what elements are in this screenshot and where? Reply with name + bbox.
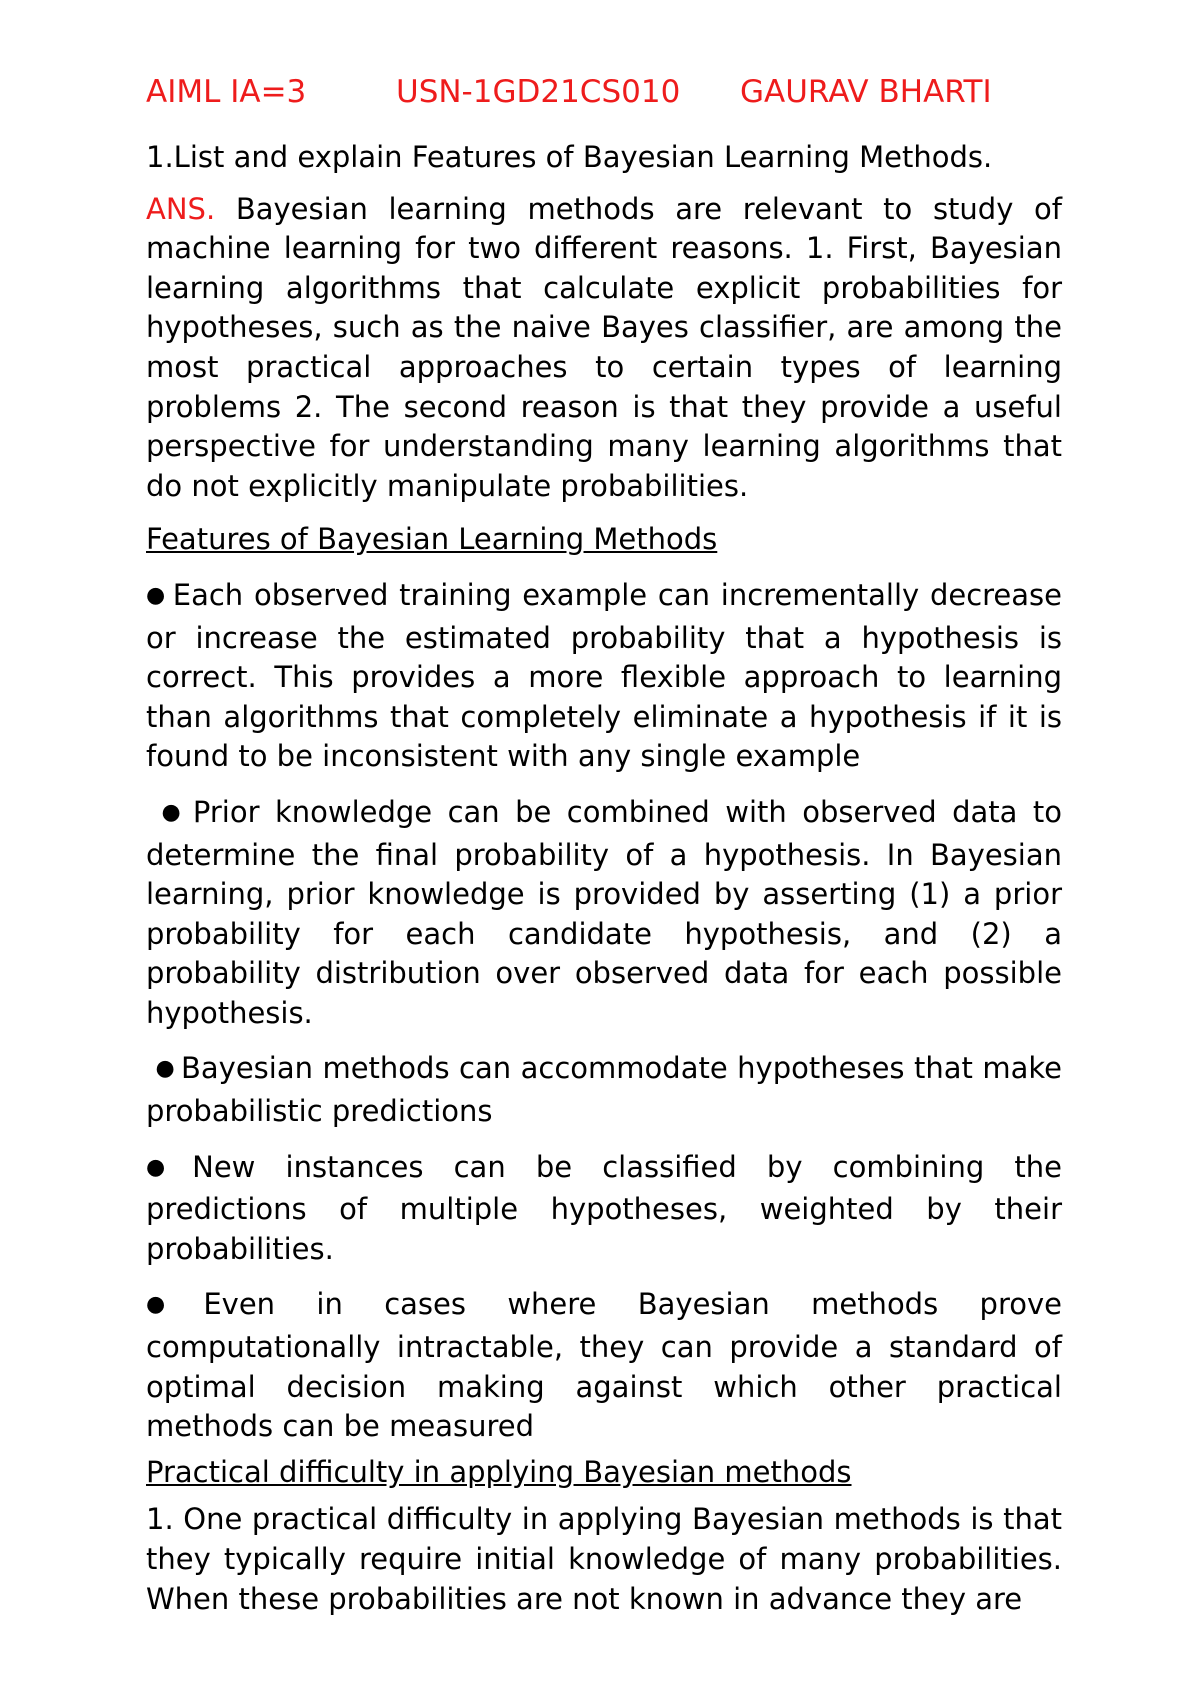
feature-item-text: Prior knowledge can be combined with observed data to determine the final probability of a hypothesis. In Bayesian learning, prior knowledge is provided by asserting (1) a prior probability for each candidate hypothesis, and (2) a probability distribution over observed data for each possible hypothesis.	[146, 794, 1062, 1030]
feature-item-2	[146, 793, 1062, 1034]
bullet-icon: ●	[146, 1154, 187, 1180]
bullet-icon: ●	[146, 1292, 198, 1318]
feature-item-4	[146, 1148, 1062, 1270]
document-header	[146, 70, 1062, 114]
difficulty-heading: Practical difficulty in applying Bayesian methods	[146, 1454, 852, 1489]
question-text: 1.List and explain Features of Bayesian Learning Methods.	[146, 140, 993, 174]
document-page	[146, 70, 1062, 1633]
answer-paragraph	[146, 190, 1062, 507]
answer-text: Bayesian learning methods are relevant to study of machine learning for two different reasons. 1. First, Bayesian learning algorithms that calculate explicit probabilities for hypotheses, such as the naive Bayes classifier, are among the most practical approaches to certain types of learning problems 2. The second reason is that they provide a useful perspective for understanding many learning algorithms that do not explicitly manipulate probabilities.	[146, 191, 1062, 503]
header-student-name: GAURAV BHARTI	[740, 74, 992, 110]
difficulty-paragraph: 1. One practical difficulty in applying Bayesian methods is that they typically require initial knowledge of many probabilities. When these probabilities are not known in advance they are	[146, 1502, 1062, 1616]
feature-item-3	[146, 1049, 1062, 1131]
bullet-icon: ●	[161, 799, 187, 825]
answer-label: ANS.	[146, 191, 216, 226]
feature-item-text: New instances can be classified by combining the predictions of multiple hypotheses, weighted by their probabilities.	[146, 1149, 1062, 1266]
bullet-icon: ●	[146, 582, 167, 608]
feature-item-1	[146, 576, 1062, 777]
feature-item-text: Bayesian methods can accommodate hypotheses that make probabilistic predictions	[146, 1051, 1063, 1129]
header-course: AIML IA=3	[146, 74, 307, 110]
header-usn: USN-1GD21CS010	[396, 74, 681, 110]
bullet-icon: ●	[155, 1056, 175, 1082]
features-heading: Features of Bayesian Learning Methods	[146, 522, 718, 557]
feature-item-text: Each observed training example can incrementally decrease or increase the estimated probability that a hypothesis is correct. This provides a more flexible approach to learning than algorithms that completely eliminate a hypothesis if it is found to be inconsistent with any single example	[146, 577, 1062, 774]
feature-item-text: Even in cases where Bayesian methods prove computationally intractable, they can provide a standard of optimal decision making against which other practical methods can be measured	[146, 1287, 1062, 1444]
feature-item-5	[146, 1285, 1062, 1446]
